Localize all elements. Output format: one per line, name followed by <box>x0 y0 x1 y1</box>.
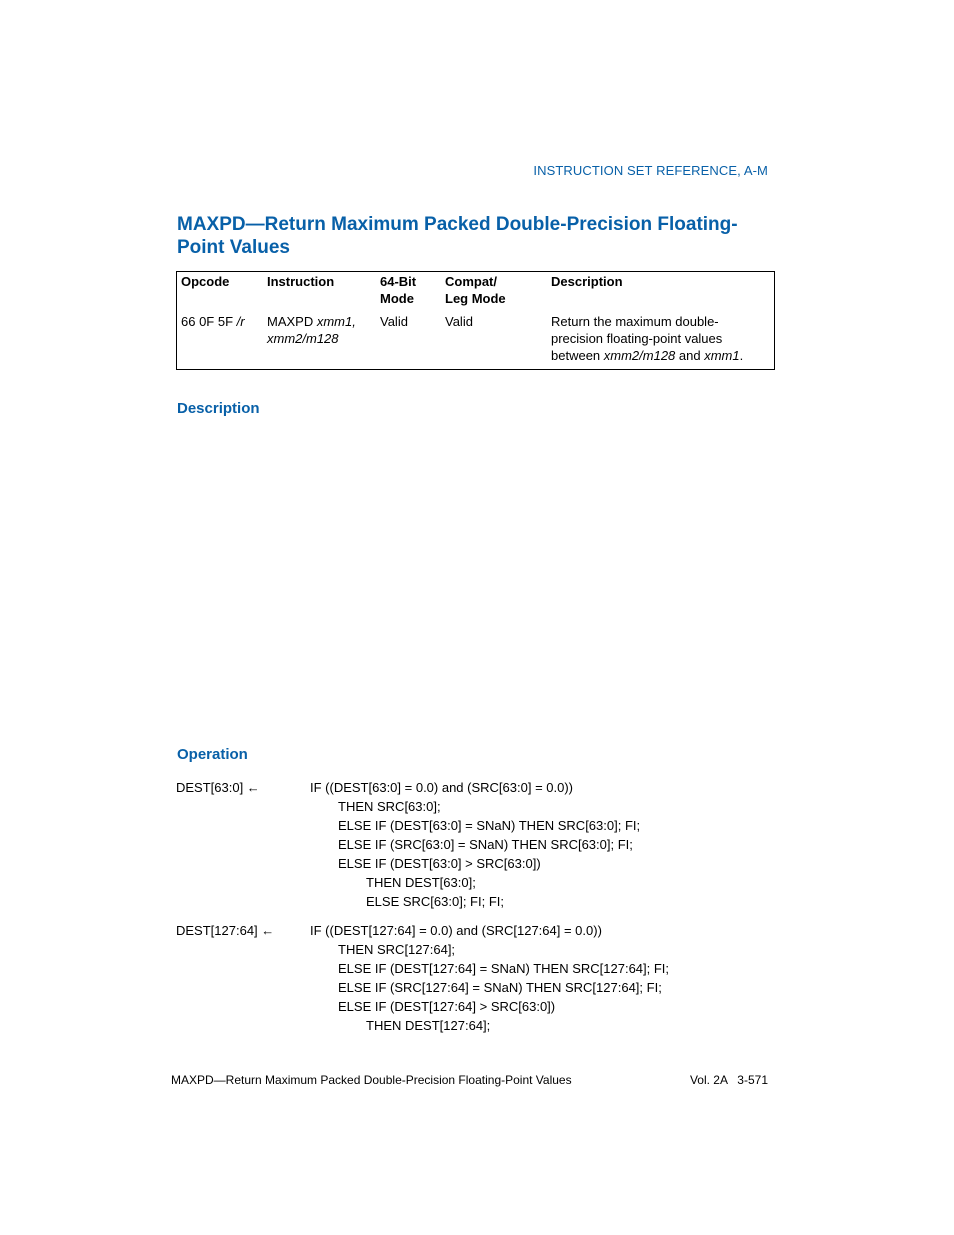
header-description: Description <box>551 274 623 289</box>
cell-64bit-mode: Valid <box>380 314 408 329</box>
footer-page-number: Vol. 2A 3-571 <box>689 1073 768 1087</box>
code-line: ELSE IF (SRC[127:64] = SNaN) THEN SRC[127:64]; FI; <box>338 980 662 995</box>
code-line: THEN DEST[127:64]; <box>366 1018 491 1033</box>
code-line: ELSE IF (DEST[63:0] = SNaN) THEN SRC[63:0]; FI; <box>338 818 641 833</box>
header-opcode: Opcode <box>181 274 230 289</box>
table-row <box>177 313 775 370</box>
operation-label-low: DEST[63:0] ← <box>176 780 260 795</box>
desc-line2: precision floating-point values <box>551 331 723 346</box>
code-line: ELSE IF (SRC[63:0] = SNaN) THEN SRC[63:0]; FI; <box>338 837 633 852</box>
header-64bit-line2: Mode <box>380 291 414 306</box>
running-header: INSTRUCTION SET REFERENCE, A-M <box>533 163 768 178</box>
instruction-mnemonic: MAXPD <box>267 314 317 329</box>
operation-label-high: DEST[127:64] ← <box>176 923 275 938</box>
cell-description <box>547 313 775 370</box>
desc-line3c: and <box>675 348 705 363</box>
desc-line3a: between <box>551 348 604 363</box>
desc-operand-dest: xmm1 <box>704 348 740 363</box>
cell-instruction <box>263 313 376 370</box>
desc-line1: Return the maximum double- <box>551 314 719 329</box>
code-line: ELSE IF (DEST[127:64] > SRC[63:0]) <box>338 999 556 1014</box>
instruction-operand2: xmm2/m128 <box>267 331 339 346</box>
code-line: IF ((DEST[127:64] = 0.0) and (SRC[127:64] = 0.0)) <box>310 923 602 938</box>
code-line: ELSE SRC[63:0]; FI; FI; <box>366 894 504 909</box>
section-heading-description: Description <box>177 400 260 417</box>
code-line: THEN SRC[63:0]; <box>338 799 441 814</box>
code-line: THEN DEST[63:0]; <box>366 875 476 890</box>
code-line: THEN SRC[127:64]; <box>338 942 456 957</box>
cell-opcode <box>177 313 264 370</box>
header-64bit-mode <box>376 272 441 314</box>
opcode-modrm: /r <box>236 314 245 329</box>
table-header-row <box>177 272 775 314</box>
code-line: ELSE IF (DEST[127:64] = SNaN) THEN SRC[127:64]; FI; <box>338 961 670 976</box>
opcode-text: 66 0F 5F <box>181 314 237 329</box>
header-instruction: Instruction <box>267 274 335 289</box>
code-line: IF ((DEST[63:0] = 0.0) and (SRC[63:0] = 0.0)) <box>310 780 573 795</box>
header-compat-line2: Leg Mode <box>445 291 506 306</box>
opcode-table <box>176 271 775 370</box>
cell-compat-mode: Valid <box>445 314 473 329</box>
operation-lines-low <box>310 778 640 911</box>
instruction-operand1: xmm1, <box>316 314 356 329</box>
header-compat-mode <box>441 272 547 314</box>
code-line: ELSE IF (DEST[63:0] > SRC[63:0]) <box>338 856 541 871</box>
header-compat-line1: Compat/ <box>445 274 497 289</box>
header-64bit-line1: 64-Bit <box>380 274 417 289</box>
desc-operand-src: xmm2/m128 <box>603 348 676 363</box>
section-heading-operation: Operation <box>177 746 248 763</box>
operation-lines-high <box>310 921 669 1035</box>
footer-title: MAXPD—Return Maximum Packed Double-Precision Floating-Point Values <box>171 1073 572 1087</box>
page-title: MAXPD—Return Maximum Packed Double-Precision Floating-Point Values <box>177 214 738 258</box>
desc-period: . <box>739 348 744 363</box>
